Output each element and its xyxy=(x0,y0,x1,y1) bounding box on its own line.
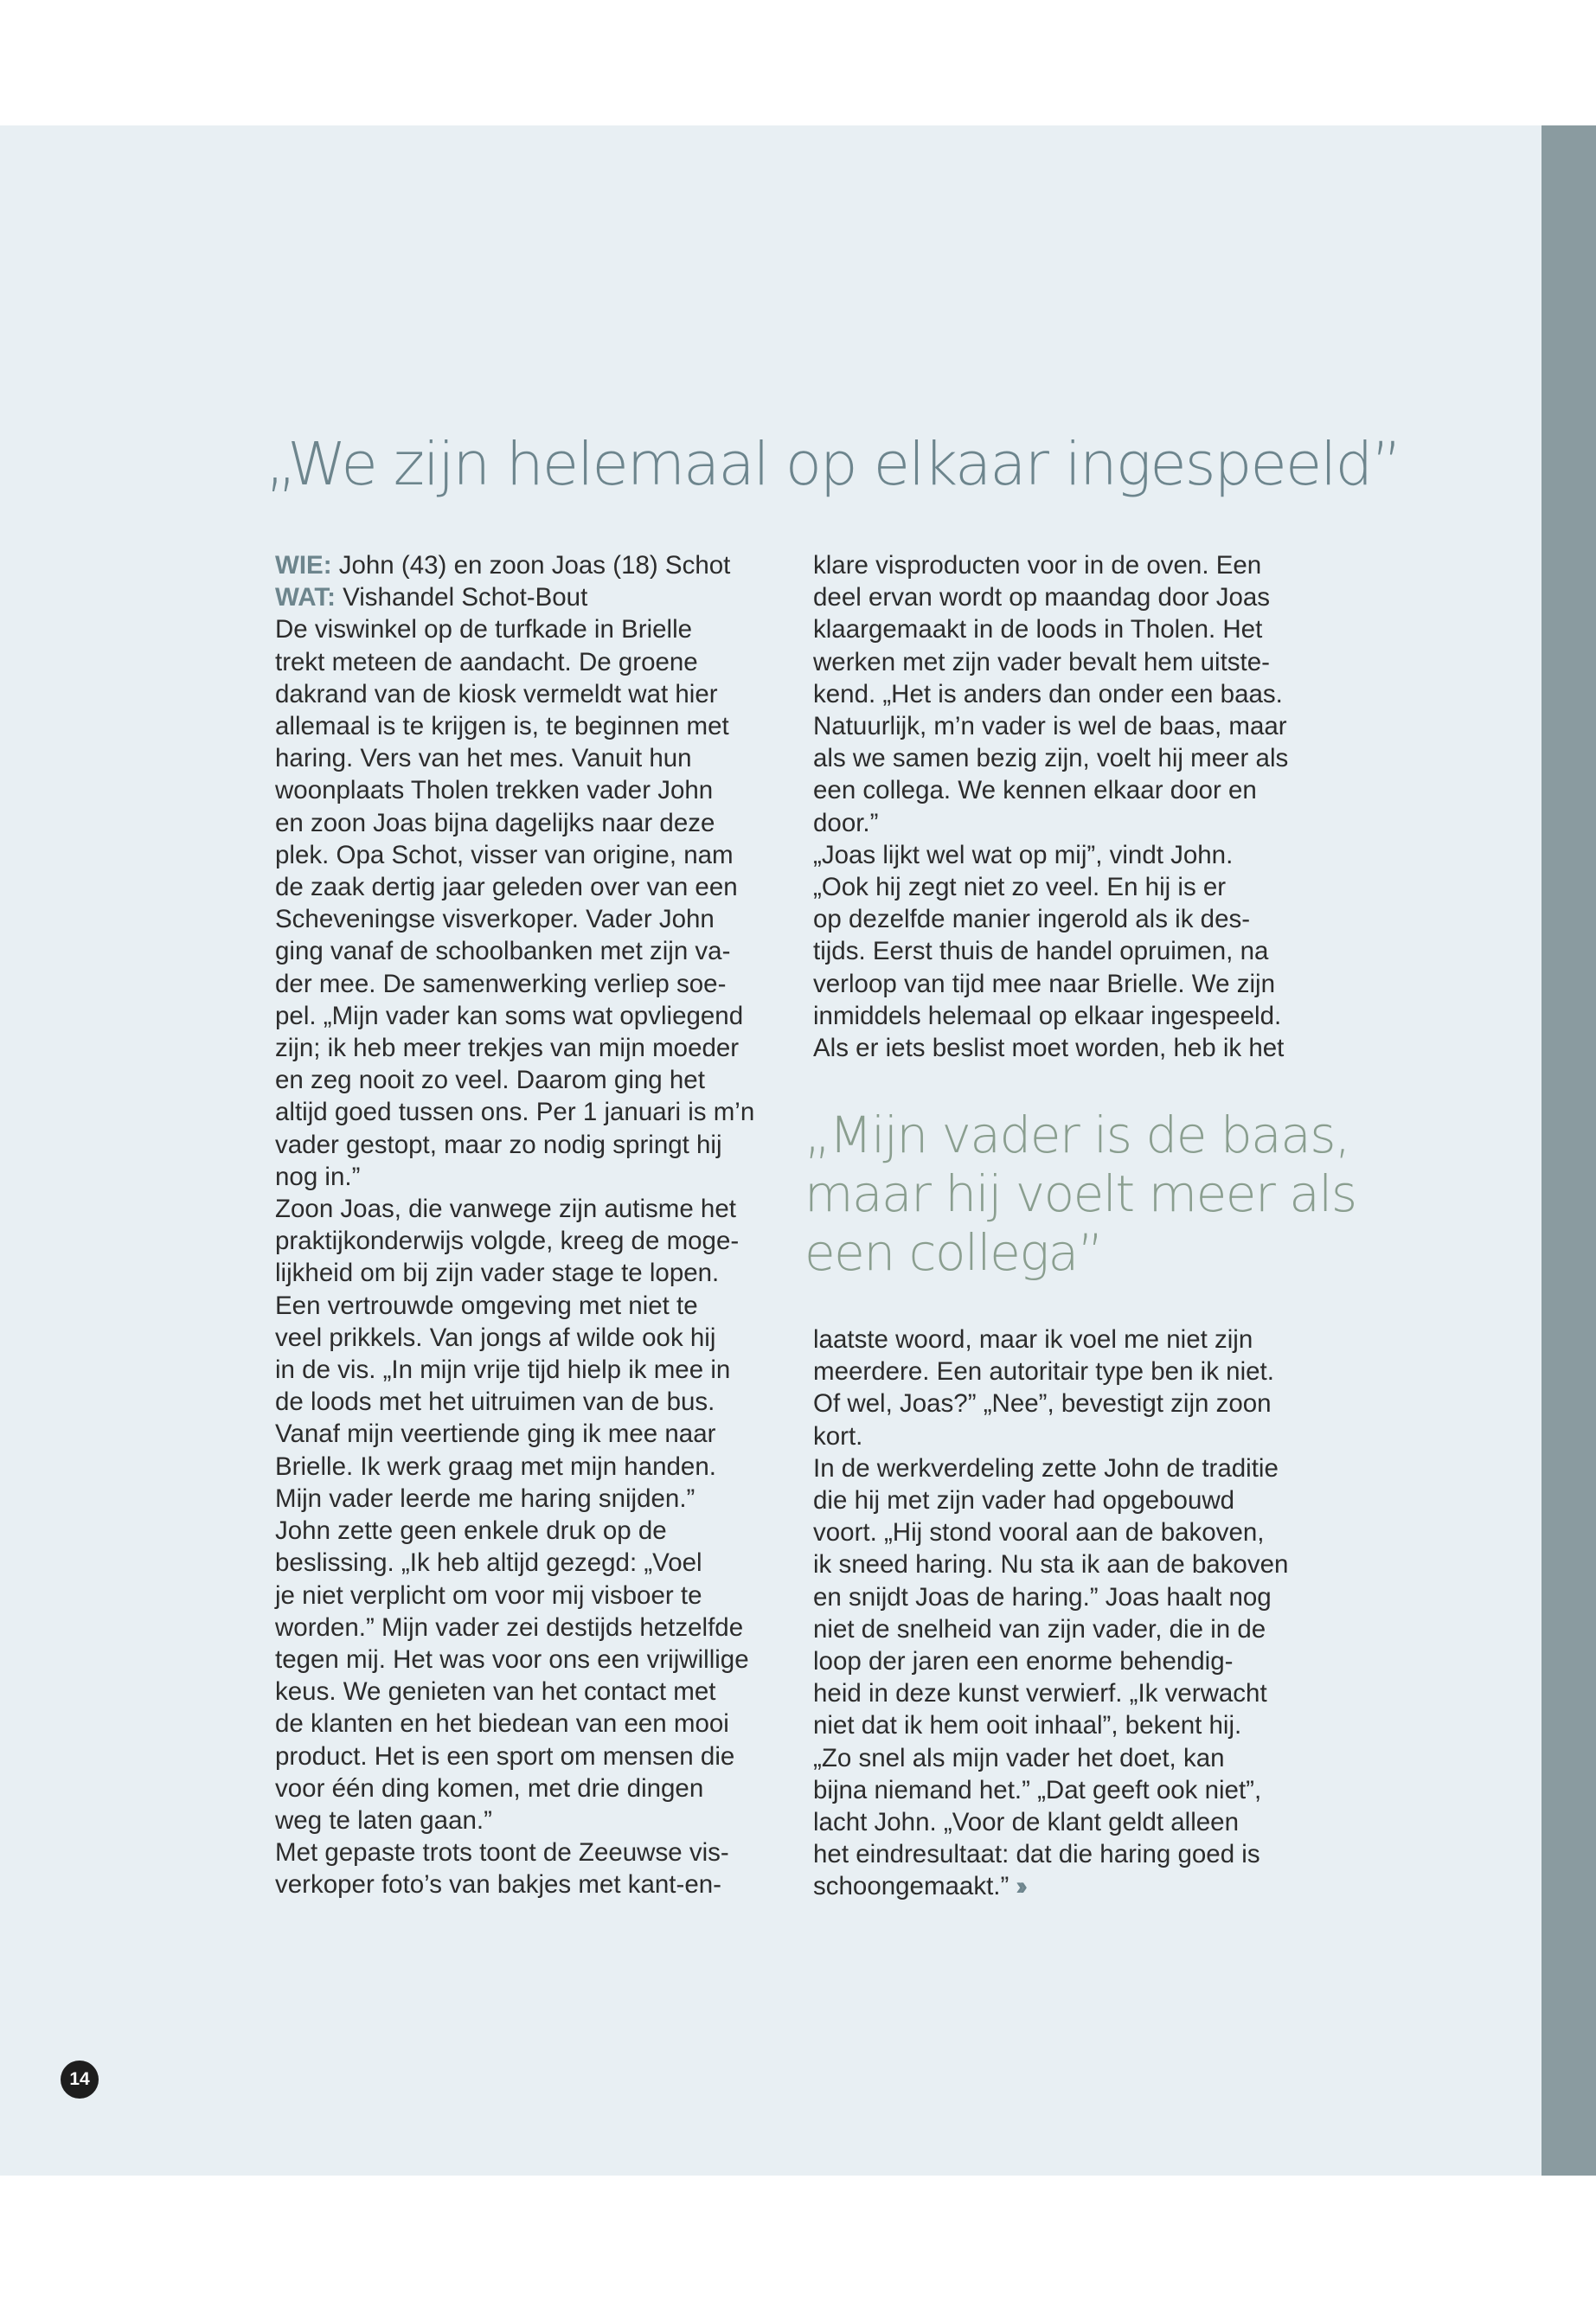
body-text-line: zijn; ik heb meer trekjes van mijn moeder xyxy=(275,1034,740,1063)
body-text-line: inmiddels helemaal op elkaar ingespeeld. xyxy=(813,1001,1282,1030)
body-text-line: Of wel, Joas?” „Nee”, bevestigt zijn zoon xyxy=(813,1389,1272,1419)
body-text-line: voor één ding komen, met drie dingen xyxy=(275,1773,704,1803)
body-text-line: heid in deze kunst verwierf. „Ik verwacht xyxy=(813,1679,1267,1708)
body-text-line: keus. We genieten van het contact met xyxy=(275,1677,716,1707)
pull-quote-line: maar hij voelt meer als xyxy=(804,1164,1356,1223)
body-text-line: praktijkonderwijs volgde, kreeg de moge- xyxy=(275,1227,740,1256)
body-text-line: en zeg nooit zo veel. Daarom ging het xyxy=(275,1066,705,1095)
right-upper-body-text xyxy=(813,549,1332,1064)
body-text-line: kend. „Het is anders dan onder een baas. xyxy=(813,679,1283,708)
body-text-line: verloop van tijd mee naar Brielle. We zijn xyxy=(813,969,1275,998)
body-text-line: niet dat ik hem ooit inhaal”, bekent hij. xyxy=(813,1711,1242,1740)
right-lower-body-text xyxy=(813,1324,1332,1903)
pull-quote-line: „Mijn vader is de baas, xyxy=(804,1106,1349,1164)
body-text-line: op dezelfde manier ingerold als ik des- xyxy=(813,905,1251,934)
body-text-line: kort. xyxy=(813,1421,863,1451)
body-text-line: „Zo snel als mijn vader het doet, kan xyxy=(813,1743,1225,1772)
body-text-line: werken met zijn vader bevalt hem uitste- xyxy=(813,647,1270,676)
what-label: WAT: xyxy=(275,583,336,612)
double-chevron-right-icon: ›› xyxy=(1016,1872,1022,1901)
body-text-line: Natuurlijk, m’n vader is wel de baas, maar xyxy=(813,712,1287,741)
body-text-line: lacht John. „Voor de klant geldt alleen xyxy=(813,1808,1239,1837)
body-text-line: tijds. Eerst thuis de handel opruimen, na xyxy=(813,937,1269,966)
body-text-line: product. Het is een sport om mensen die xyxy=(275,1741,735,1771)
column-left xyxy=(275,549,794,1901)
body-text-line: klaargemaakt in de loods in Tholen. Het xyxy=(813,615,1263,644)
body-text-line: de klanten en het biedean van een mooi xyxy=(275,1709,729,1739)
body-text-line: In de werkverdeling zette John de traditie xyxy=(813,1453,1279,1483)
body-text-line: ging vanaf de schoolbanken met zijn va- xyxy=(275,937,731,966)
page-number-badge: 14 xyxy=(61,2061,99,2099)
body-text-line: vader gestopt, maar zo nodig springt hij xyxy=(275,1130,722,1159)
body-text-line: een collega. We kennen elkaar door en xyxy=(813,776,1257,805)
body-text-line: nog in.” xyxy=(275,1162,361,1191)
who-line xyxy=(275,549,794,581)
body-text-line: Als er iets beslist moet worden, heb ik het xyxy=(813,1034,1285,1063)
body-text-line: weg te laten gaan.” xyxy=(275,1805,492,1835)
body-text-line: plek. Opa Schot, visser van origine, nam xyxy=(275,840,734,869)
body-text-line: je niet verplicht om voor mij visboer te xyxy=(275,1580,702,1610)
body-text-line: deel ervan wordt op maandag door Joas xyxy=(813,583,1271,612)
body-text-line: Een vertrouwde omgeving met niet te xyxy=(275,1291,698,1320)
body-text-line: voort. „Hij stond vooral aan de bakoven, xyxy=(813,1518,1265,1548)
body-text-line: de zaak dertig jaar geleden over van een xyxy=(275,873,738,902)
body-text-line: die hij met zijn vader had opgebouwd xyxy=(813,1486,1235,1516)
body-text-line: Met gepaste trots toont de Zeeuwse vis- xyxy=(275,1838,729,1868)
side-color-band xyxy=(1542,125,1596,2176)
left-body-text xyxy=(275,613,794,1900)
body-text-line: laatste woord, maar ik voel me niet zijn xyxy=(813,1325,1253,1354)
body-text-line: Brielle. Ik werk graag met mijn handen. xyxy=(275,1452,716,1481)
body-text-line: schoongemaakt.” ›› xyxy=(813,1870,1332,1902)
body-text-line: als we samen bezig zijn, voelt hij meer als xyxy=(813,744,1289,773)
body-text-line: allemaal is te krijgen is, te beginnen met xyxy=(275,712,729,741)
body-text-line: trekt meteen de aandacht. De groene xyxy=(275,647,698,676)
body-text-line: worden.” Mijn vader zei destijds hetzelfde xyxy=(275,1612,744,1642)
body-text-line: lijkheid om bij zijn vader stage te lopen. xyxy=(275,1259,720,1288)
body-text-line: niet de snelheid van zijn vader, die in de xyxy=(813,1614,1266,1644)
body-text-line: door.” xyxy=(813,808,879,837)
who-label: WIE: xyxy=(275,551,332,580)
body-text-line: Zoon Joas, die vanwege zijn autisme het xyxy=(275,1195,736,1224)
body-text-line: „Joas lijkt wel wat op mij”, vindt John. xyxy=(813,840,1234,869)
body-text-line: De viswinkel op de turfkade in Brielle xyxy=(275,615,693,644)
body-text-line: en snijdt Joas de haring.” Joas haalt nog xyxy=(813,1582,1272,1612)
body-text-line: Mijn vader leerde me haring snijden.” xyxy=(275,1484,695,1513)
body-text-line: meerdere. Een autoritair type ben ik niet. xyxy=(813,1357,1274,1387)
body-text-line: ik sneed haring. Nu sta ik aan de bakoven xyxy=(813,1550,1289,1580)
body-text-line: loop der jaren een enorme behendig- xyxy=(813,1647,1234,1676)
body-text-line: tegen mij. Het was voor ons een vrijwillige xyxy=(275,1644,749,1674)
who-value: John (43) en zoon Joas (18) Schot xyxy=(331,551,731,580)
article-headline: „We zijn helemaal op elkaar ingespeeld” xyxy=(266,430,1401,499)
body-text-line: en zoon Joas bijna dagelijks naar deze xyxy=(275,808,715,837)
body-text-line: Scheveningse visverkoper. Vader John xyxy=(275,905,715,934)
body-text-line: der mee. De samenwerking verliep soe- xyxy=(275,969,727,998)
pull-quote-line: een collega” xyxy=(804,1223,1103,1282)
body-text-line: pel. „Mijn vader kan soms wat opvliegend xyxy=(275,1001,744,1030)
body-text-line: dakrand van de kiosk vermeldt wat hier xyxy=(275,679,718,708)
body-text-line: altijd goed tussen ons. Per 1 januari is m’n xyxy=(275,1098,755,1127)
column-right-lower xyxy=(813,1324,1332,1903)
body-text-line: John zette geen enkele druk op de xyxy=(275,1516,667,1546)
body-text-line: veel prikkels. Van jongs af wilde ook hij xyxy=(275,1323,716,1352)
body-text-line: woonplaats Tholen trekken vader John xyxy=(275,776,714,805)
what-line xyxy=(275,581,794,613)
body-text-line: haring. Vers van het mes. Vanuit hun xyxy=(275,744,692,773)
column-right-upper xyxy=(813,549,1332,1064)
body-text-line: verkoper foto’s van bakjes met kant-en- xyxy=(275,1870,721,1900)
body-text-line: klare visproducten voor in de oven. Een xyxy=(813,551,1262,580)
what-value: Vishandel Schot-Bout xyxy=(335,583,588,612)
body-text-line: in de vis. „In mijn vrije tijd hielp ik mee in xyxy=(275,1356,731,1385)
body-text-line: beslissing. „Ik heb altijd gezegd: „Voel xyxy=(275,1548,702,1578)
body-text-line: bijna niemand het.” „Dat geeft ook niet”, xyxy=(813,1775,1262,1804)
body-text-line: de loods met het uitruimen van de bus. xyxy=(275,1388,715,1417)
body-text-line: het eindresultaat: dat die haring goed is xyxy=(813,1840,1260,1869)
body-text-line: „Ook hij zegt niet zo veel. En hij is er xyxy=(813,873,1227,902)
pull-quote xyxy=(804,1106,1358,1282)
body-text-line: Vanaf mijn veertiende ging ik mee naar xyxy=(275,1420,716,1449)
